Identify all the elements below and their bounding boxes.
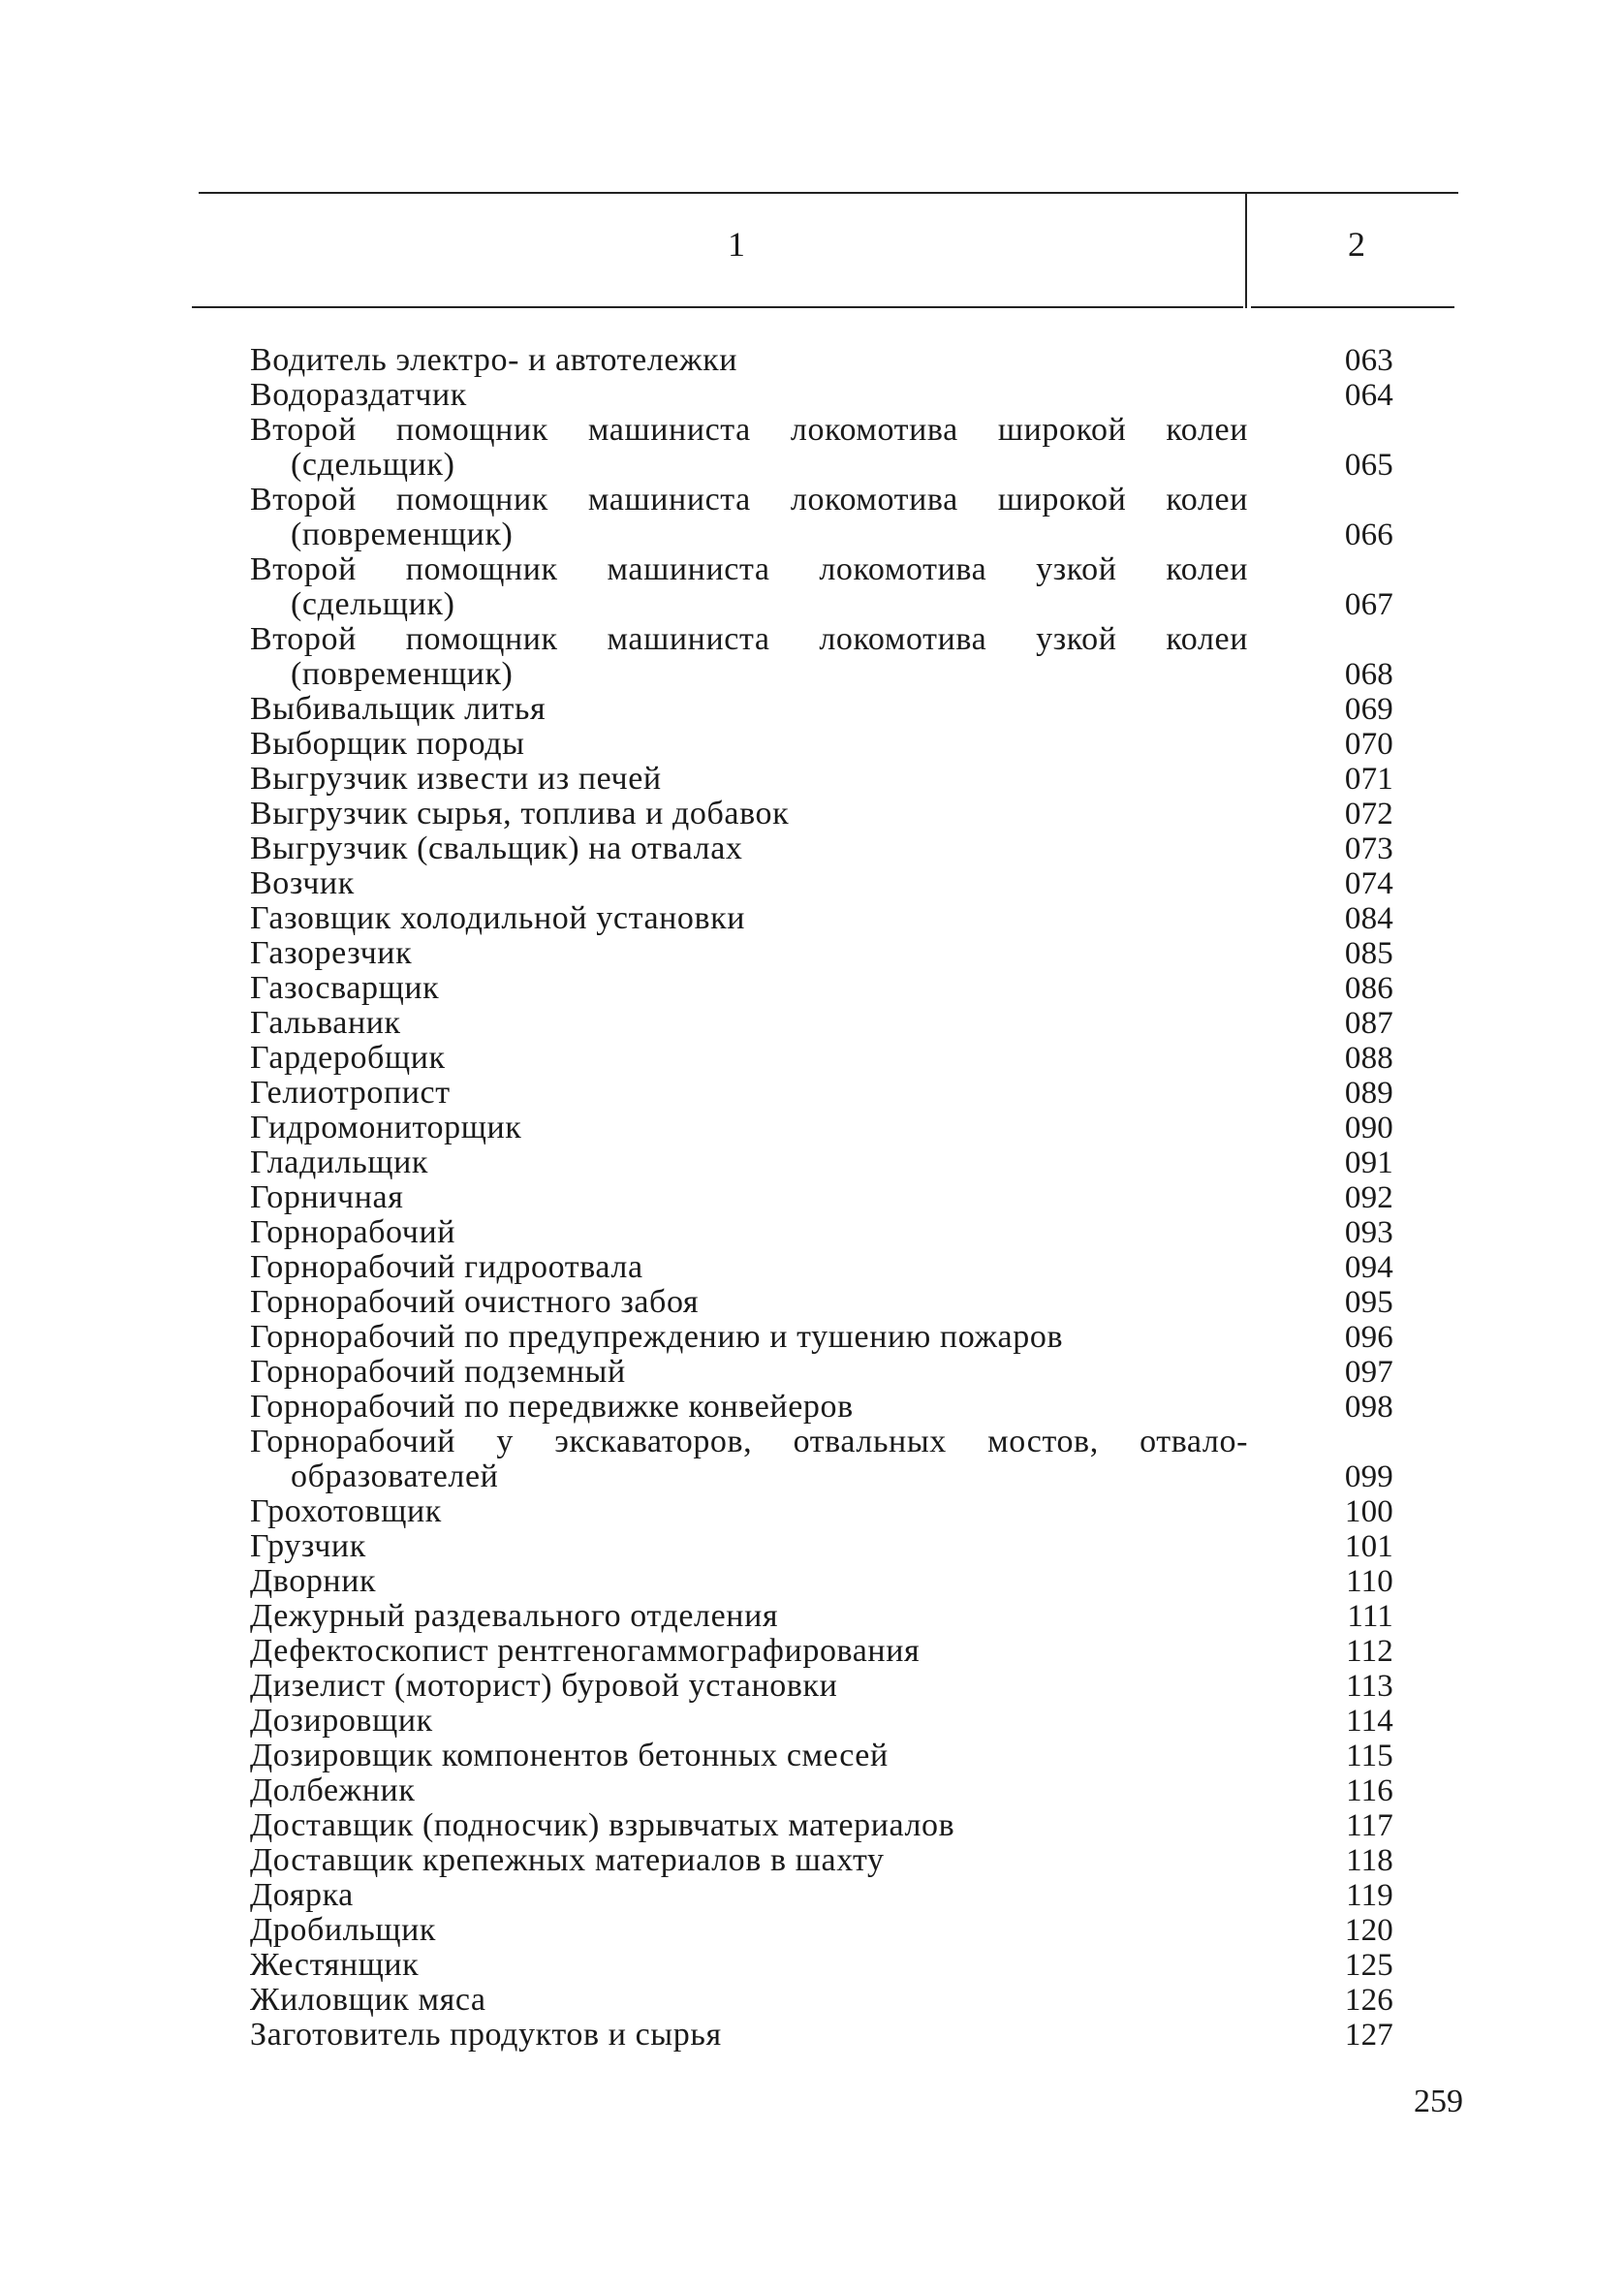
table-row	[250, 1739, 1393, 1773]
profession-name	[250, 1529, 1248, 1564]
column-header-1: 1	[728, 225, 745, 264]
profession-name-line: Выгрузчик извести из печей	[250, 761, 662, 797]
profession-name-line: Дробильщик	[250, 1912, 437, 1948]
profession-name-line: Выгрузчик (свальщик) на отвалах	[250, 831, 743, 866]
table-row	[250, 1250, 1393, 1285]
profession-name	[250, 866, 1248, 901]
profession-name	[250, 622, 1248, 692]
profession-name	[250, 1948, 1248, 1983]
profession-code: 111	[1347, 1599, 1393, 1634]
profession-name-line: Горнорабочий по предупреждению и тушению пожаров	[250, 1319, 1064, 1355]
profession-code: 086	[1344, 971, 1393, 1006]
profession-name-line: Возчик	[250, 865, 355, 901]
profession-code: 100	[1344, 1494, 1393, 1529]
table-row	[250, 378, 1393, 413]
profession-name	[250, 797, 1248, 831]
profession-name	[250, 762, 1248, 797]
profession-code: 090	[1344, 1111, 1393, 1145]
profession-name	[250, 971, 1248, 1006]
profession-code: 127	[1344, 2018, 1393, 2053]
table-row	[250, 866, 1393, 901]
profession-code: 091	[1344, 1145, 1393, 1180]
table-row	[250, 727, 1393, 762]
table-row	[250, 483, 1393, 552]
profession-name-line: Грузчик	[250, 1528, 366, 1564]
profession-name	[250, 727, 1248, 762]
table-row	[250, 797, 1393, 831]
profession-code-list	[250, 343, 1393, 2053]
profession-code: 089	[1344, 1076, 1393, 1111]
profession-code: 087	[1344, 1006, 1393, 1041]
table-row	[250, 1215, 1393, 1250]
profession-name-line: Второй помощник машиниста локомотива широкой колеи	[250, 482, 1248, 517]
table-row	[250, 1564, 1393, 1599]
profession-code: 118	[1346, 1843, 1393, 1878]
profession-name-line: Гидромониторщик	[250, 1110, 522, 1145]
profession-name-line: Дозировщик	[250, 1703, 433, 1739]
table-row	[250, 901, 1393, 936]
table-row	[250, 1494, 1393, 1529]
profession-name	[250, 552, 1248, 622]
profession-code: 088	[1344, 1041, 1393, 1076]
profession-name	[250, 1390, 1248, 1425]
profession-code: 099	[1344, 1459, 1393, 1494]
profession-name	[250, 1006, 1248, 1041]
profession-name	[250, 1983, 1248, 2018]
table-row	[250, 1669, 1393, 1704]
table-row	[250, 1843, 1393, 1878]
profession-name	[250, 1704, 1248, 1739]
profession-name	[250, 1425, 1248, 1494]
profession-name	[250, 1320, 1248, 1355]
profession-name-line: Водитель электро- и автотележки	[250, 342, 738, 378]
profession-name-line: Горничная	[250, 1179, 404, 1215]
table-row	[250, 831, 1393, 866]
profession-name-line: Выбивальщик литья	[250, 691, 547, 727]
profession-name	[250, 1250, 1248, 1285]
profession-name	[250, 1494, 1248, 1529]
profession-name-line: Второй помощник машиниста локомотива узкой колеи	[250, 551, 1248, 587]
profession-name-line: Дефектоскопист рентгеногаммографирования	[250, 1633, 921, 1669]
profession-name	[250, 1913, 1248, 1948]
profession-name-line: Второй помощник машиниста локомотива узкой колеи	[250, 621, 1248, 657]
profession-name-line: Дозировщик компонентов бетонных смесей	[250, 1738, 889, 1773]
profession-code: 063	[1344, 343, 1393, 378]
profession-name	[250, 831, 1248, 866]
profession-name	[250, 413, 1248, 483]
table-row	[250, 343, 1393, 378]
page-number: 259	[1414, 2084, 1463, 2119]
profession-name	[250, 1041, 1248, 1076]
profession-name-line: Доярка	[250, 1877, 354, 1913]
profession-name-line: Жестянщик	[250, 1947, 420, 1983]
table-row	[250, 1704, 1393, 1739]
profession-code: 125	[1344, 1948, 1393, 1983]
table-row	[250, 1145, 1393, 1180]
table-row	[250, 1913, 1393, 1948]
table-row	[250, 1425, 1393, 1494]
table-row	[250, 1111, 1393, 1145]
profession-code: 071	[1344, 762, 1393, 797]
column-header-2: 2	[1348, 225, 1365, 264]
profession-name-line: Второй помощник машиниста локомотива широкой колеи	[250, 412, 1248, 448]
profession-name	[250, 1215, 1248, 1250]
profession-name	[250, 936, 1248, 971]
profession-name	[250, 483, 1248, 552]
profession-code: 101	[1344, 1529, 1393, 1564]
profession-name-line: Горнорабочий у экскаваторов, отвальных мостов, отвало-	[250, 1424, 1248, 1459]
profession-code: 093	[1344, 1215, 1393, 1250]
profession-code: 120	[1344, 1913, 1393, 1948]
profession-name	[250, 1111, 1248, 1145]
profession-name-line: Дворник	[250, 1563, 377, 1599]
profession-code: 067	[1344, 587, 1393, 622]
profession-code: 114	[1346, 1704, 1393, 1739]
profession-name-line: Горнорабочий очистного забоя	[250, 1284, 700, 1320]
table-row	[250, 971, 1393, 1006]
profession-name-line: Горнорабочий подземный	[250, 1354, 626, 1390]
table-row	[250, 1773, 1393, 1808]
profession-code: 069	[1344, 692, 1393, 727]
table-row	[250, 1390, 1393, 1425]
profession-code: 095	[1344, 1285, 1393, 1320]
profession-code: 110	[1346, 1564, 1393, 1599]
profession-name	[250, 378, 1248, 413]
table-row	[250, 1006, 1393, 1041]
table-row	[250, 1320, 1393, 1355]
profession-name-continuation: (повременщик)	[291, 656, 514, 692]
profession-name-line: Доставщик (подносчик) взрывчатых материалов	[250, 1807, 955, 1843]
table-row	[250, 622, 1393, 692]
table-row	[250, 1529, 1393, 1564]
profession-name	[250, 1878, 1248, 1913]
profession-code: 074	[1344, 866, 1393, 901]
profession-name-line: Грохотовщик	[250, 1493, 442, 1529]
profession-name	[250, 901, 1248, 936]
table-header-column-divider	[1245, 194, 1247, 308]
profession-name	[250, 1145, 1248, 1180]
profession-name-line: Гладильщик	[250, 1144, 429, 1180]
profession-name-line: Жиловщик мяса	[250, 1982, 486, 2018]
table-row	[250, 762, 1393, 797]
table-row	[250, 936, 1393, 971]
profession-code: 072	[1344, 797, 1393, 831]
profession-code: 126	[1344, 1983, 1393, 2018]
profession-name-line: Долбежник	[250, 1772, 416, 1808]
table-row	[250, 1355, 1393, 1390]
profession-name-line: Гальваник	[250, 1005, 401, 1041]
profession-name-line: Выборщик породы	[250, 726, 525, 762]
table-row	[250, 1983, 1393, 2018]
profession-name-continuation: (повременщик)	[291, 517, 514, 552]
profession-code: 068	[1344, 657, 1393, 692]
profession-name	[250, 1634, 1248, 1669]
profession-name	[250, 343, 1248, 378]
profession-code: 116	[1346, 1773, 1393, 1808]
profession-code: 066	[1344, 517, 1393, 552]
profession-code: 112	[1346, 1634, 1393, 1669]
table-row	[250, 1285, 1393, 1320]
profession-name-line: Гардеробщик	[250, 1040, 446, 1076]
table-row	[250, 1948, 1393, 1983]
table-header-bottom-rule-left	[192, 306, 1243, 308]
profession-name-line: Газорезчик	[250, 935, 413, 971]
profession-name	[250, 2018, 1248, 2053]
table-row	[250, 552, 1393, 622]
profession-code: 085	[1344, 936, 1393, 971]
profession-name-line: Горнорабочий по передвижке конвейеров	[250, 1389, 854, 1425]
table-row	[250, 1180, 1393, 1215]
profession-code: 096	[1344, 1320, 1393, 1355]
table-row	[250, 1599, 1393, 1634]
table-row	[250, 1041, 1393, 1076]
profession-name-line: Выгрузчик сырья, топлива и добавок	[250, 796, 790, 831]
profession-name	[250, 1808, 1248, 1843]
profession-code: 097	[1344, 1355, 1393, 1390]
profession-code: 092	[1344, 1180, 1393, 1215]
profession-name	[250, 1285, 1248, 1320]
profession-name-line: Доставщик крепежных материалов в шахту	[250, 1842, 885, 1878]
table-row	[250, 1076, 1393, 1111]
profession-name-line: Дежурный раздевального отделения	[250, 1598, 779, 1634]
profession-code: 113	[1346, 1669, 1393, 1704]
profession-name-line: Горнорабочий гидроотвала	[250, 1249, 643, 1285]
profession-name-line: Газовщик холодильной установки	[250, 900, 746, 936]
table-row	[250, 1634, 1393, 1669]
profession-name-continuation: (сдельщик)	[291, 586, 455, 622]
profession-name	[250, 1355, 1248, 1390]
profession-code: 119	[1346, 1878, 1393, 1913]
profession-code: 094	[1344, 1250, 1393, 1285]
profession-code: 098	[1344, 1390, 1393, 1425]
table-row	[250, 413, 1393, 483]
profession-name-line: Горнорабочий	[250, 1214, 456, 1250]
profession-name	[250, 1076, 1248, 1111]
table-header-bottom-rule-right	[1251, 306, 1454, 308]
profession-name	[250, 1843, 1248, 1878]
table-row	[250, 2018, 1393, 2053]
profession-code: 065	[1344, 448, 1393, 483]
profession-name	[250, 1180, 1248, 1215]
table-header-top-rule	[199, 192, 1458, 194]
profession-name	[250, 1599, 1248, 1634]
profession-name	[250, 1739, 1248, 1773]
profession-code: 073	[1344, 831, 1393, 866]
profession-code: 084	[1344, 901, 1393, 936]
profession-code: 064	[1344, 378, 1393, 413]
profession-name	[250, 1564, 1248, 1599]
table-row	[250, 692, 1393, 727]
profession-name	[250, 692, 1248, 727]
profession-name	[250, 1773, 1248, 1808]
profession-name-continuation: (сдельщик)	[291, 447, 455, 483]
profession-code: 070	[1344, 727, 1393, 762]
profession-name	[250, 1669, 1248, 1704]
profession-name-continuation: образователей	[291, 1458, 499, 1494]
profession-name-line: Гелиотропист	[250, 1075, 451, 1111]
profession-code: 115	[1346, 1739, 1393, 1773]
profession-name-line: Газосварщик	[250, 970, 440, 1006]
table-row	[250, 1878, 1393, 1913]
table-row	[250, 1808, 1393, 1843]
profession-name-line: Дизелист (моторист) буровой установки	[250, 1668, 838, 1704]
profession-name-line: Заготовитель продуктов и сырья	[250, 2017, 722, 2053]
profession-code: 117	[1346, 1808, 1393, 1843]
profession-name-line: Водораздатчик	[250, 377, 467, 413]
